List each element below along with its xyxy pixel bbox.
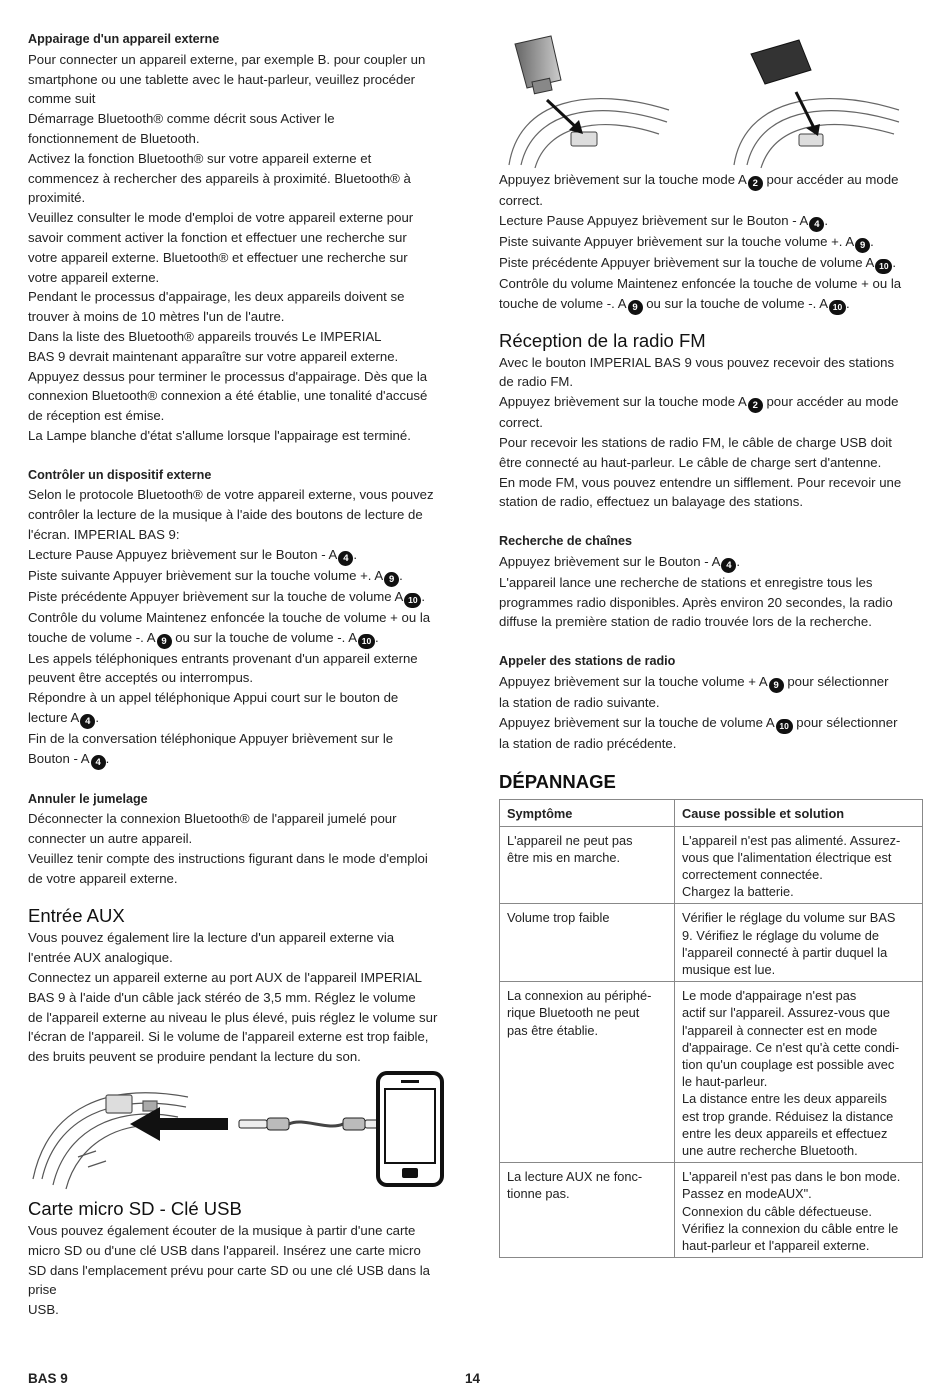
text-line: Piste précédente Appuyer brièvement sur la touche de volume A 10 .: [499, 253, 923, 274]
text-line: Appuyez dessus pour terminer le processus d'appairage. Dès que la: [28, 368, 428, 384]
text-line: Piste précédente Appuyer brièvement sur la touche de volume A 10 .: [28, 587, 453, 608]
button-ref-badge: 9: [769, 678, 784, 693]
button-ref-badge: 10: [358, 634, 375, 649]
cause-cell: L'appareil n'est pas alimenté. Assurez- vous que l'alimentation électrique est correctement connectée. Chargez la batterie.: [675, 826, 923, 904]
text-line: SD dans l'emplacement prévu pour carte SD ou une clé USB dans la prise: [28, 1262, 431, 1298]
text-line: Appuyez brièvement sur la touche volume + A 9 pour sélectionner: [499, 673, 889, 691]
symptom-cell: La connexion au périphé- rique Bluetooth ne peut pas être établie.: [500, 982, 675, 1163]
symptom-cell: La lecture AUX ne fonc- tionne pas.: [500, 1163, 675, 1258]
button-ref-badge: 9: [157, 634, 172, 649]
recall-heading: Appeler des stations de radio: [499, 653, 676, 668]
text-line: Pendant le processus d'appairage, les deux appareils doivent se: [28, 289, 405, 305]
text-line: fonctionnement de Bluetooth.: [28, 130, 200, 146]
sd-usb-heading: Carte micro SD - Clé USB: [28, 1198, 242, 1220]
text-line: station de radio, effectuez un balayage des stations.: [499, 494, 804, 510]
usb-sd-insert-illustration: [499, 30, 923, 170]
text-line: Démarrage Bluetooth® comme décrit sous Activer le: [28, 111, 335, 127]
button-ref-badge: 2: [748, 176, 763, 191]
text-line: Lecture Pause Appuyez brièvement sur le Bouton - A 4 .: [499, 212, 829, 230]
right-column: [499, 30, 923, 1258]
text-line: connexion Bluetooth® connexion a été établie, une tonalité d'accusé: [28, 388, 428, 404]
text-line: Bouton - A 4 .: [28, 750, 110, 768]
text-line: comme suit: [28, 91, 96, 107]
table-row: [500, 904, 923, 982]
column-header-symptom: Symptôme: [500, 800, 675, 826]
symptom-cell: Volume trop faible: [500, 904, 675, 982]
text-line: l'entrée AUX analogique.: [28, 950, 173, 966]
text-line: votre appareil externe.: [28, 269, 160, 285]
text-line: Les appels téléphoniques entrants provenant d'un appareil externe: [28, 650, 418, 666]
button-ref-badge: 4: [338, 551, 353, 566]
troubleshooting-table: [499, 799, 923, 1258]
text-line: contrôler la lecture de la musique à l'aide des boutons de lecture de: [28, 507, 423, 523]
text-line: Pour connecter un appareil externe, par exemple B. pour coupler un: [28, 51, 426, 67]
button-ref-badge: 10: [829, 300, 846, 315]
table-row: [500, 1163, 923, 1258]
text-line: Déconnecter la connexion Bluetooth® de l'appareil jumelé pour: [28, 811, 397, 827]
aux-illustration: [28, 1067, 453, 1193]
text-line: trouver à moins de 10 mètres l'un de l'autre.: [28, 309, 285, 325]
text-line: En mode FM, vous pouvez entendre un sifflement. Pour recevoir une: [499, 474, 902, 490]
text-line: peuvent être acceptés ou interrompus.: [28, 670, 254, 686]
text-line: Selon le protocole Bluetooth® de votre appareil externe, vous pouvez: [28, 487, 434, 503]
cancel-heading: Annuler le jumelage: [28, 791, 148, 806]
text-line: savoir comment activer la fonction et effectuer une recherche sur: [28, 229, 407, 245]
text-line: Pour recevoir les stations de radio FM, le câble de charge USB doit: [499, 434, 892, 450]
text-line: la station de radio précédente.: [499, 735, 677, 751]
footer-model: BAS 9: [28, 1371, 68, 1386]
text-line: commencez à rechercher des appareils à proximité. Bluetooth® à: [28, 170, 411, 186]
button-ref-badge: 9: [628, 300, 643, 315]
text-line: Activez la fonction Bluetooth® sur votre appareil externe et: [28, 150, 372, 166]
text-line: Appuyez brièvement sur la touche mode A 2 pour accéder au mode: [499, 394, 899, 412]
button-ref-badge: 4: [721, 558, 736, 573]
text-line: smartphone ou une tablette avec le haut-parleur, veuillez procéder: [28, 71, 416, 87]
text-line: Piste suivante Appuyer brièvement sur la touche volume +. A 9 .: [28, 567, 403, 585]
text-line: lecture A 4 .: [28, 709, 99, 727]
search-heading: Recherche de chaînes: [499, 533, 632, 548]
text-line: de l'appareil externe au niveau le plus élevé, puis réglez le volume sur: [28, 1009, 438, 1025]
text-line: La Lampe blanche d'état s'allume lorsque l'appairage est terminé.: [28, 427, 411, 443]
text-line: Veuillez tenir compte des instructions figurant dans le mode d'emploi: [28, 850, 428, 866]
text-line: Appuyez brièvement sur le Bouton - A 4 .: [499, 553, 741, 571]
text-line: BAS 9 devrait maintenant apparaître sur votre appareil externe.: [28, 348, 399, 364]
button-ref-badge: 2: [748, 398, 763, 413]
text-line: micro SD ou d'une clé USB dans l'appareil. Insérez une carte micro: [28, 1242, 421, 1258]
cause-cell: Le mode d'appairage n'est pas actif sur l'appareil. Assurez-vous que l'appareil à connecter est en mode d'appairage. Ce n'est qu'à cette condi- tion qu'un couplage est possible avec le haut-parleur. La distance entre les deux appareils est trop grande. Réduisez la distance entre les deux appareils et effectuez une autre recherche Bluetooth.: [675, 982, 923, 1163]
button-ref-badge: 9: [384, 572, 399, 587]
text-line: de votre appareil externe.: [28, 870, 178, 886]
text-line: l'écran de l'appareil. Si le volume de l'appareil externe est trop faible,: [28, 1029, 429, 1045]
text-line: Piste suivante Appuyer brièvement sur la touche volume +. A 9 .: [499, 233, 874, 251]
button-ref-badge: 4: [80, 714, 95, 729]
text-line: Connectez un appareil externe au port AUX de l'appareil IMPERIAL: [28, 970, 422, 986]
text-line: de radio FM.: [499, 374, 574, 390]
text-line: l'écran. IMPERIAL BAS 9:: [28, 526, 180, 542]
text-line: touche de volume -. A 9 ou sur la touche de volume -. A 10 .: [28, 629, 379, 647]
button-ref-badge: 10: [875, 259, 892, 274]
text-line: Appuyez brièvement sur la touche de volume A 10 pour sélectionner: [499, 713, 923, 734]
button-ref-badge: 4: [91, 755, 106, 770]
cause-cell: L'appareil n'est pas dans le bon mode. Passez en modeAUX". Connexion du câble défectueuse. Vérifiez la connexion du câble entre le haut-parleur et l'appareil externe.: [675, 1163, 923, 1258]
text-line: L'appareil lance une recherche de stations et enregistre tous les: [499, 574, 873, 590]
page-number: 14: [465, 1371, 481, 1386]
text-line: correct.: [499, 193, 543, 208]
table-header-row: [500, 800, 923, 826]
text-line: Vous pouvez également écouter de la musique à partir d'une carte: [28, 1223, 416, 1239]
button-ref-badge: 10: [404, 593, 421, 608]
text-line: la station de radio suivante.: [499, 694, 660, 710]
text-line: des bruits peuvent se produire pendant la lecture du son.: [28, 1049, 361, 1065]
text-line: connecter un autre appareil.: [28, 831, 193, 847]
cause-cell: Vérifier le réglage du volume sur BAS 9. Vérifiez le réglage du volume de l'appareil connecté à partir duquel la musique est lue.: [675, 904, 923, 982]
text-line: de réception est émise.: [28, 408, 165, 424]
text-line: proximité.: [28, 190, 86, 206]
text-line: être connecté au haut-parleur. Le câble de charge sert d'antenne.: [499, 454, 882, 470]
text-line: touche de volume -. A 9 ou sur la touche de volume -. A 10 .: [499, 295, 850, 313]
pairing-heading: Appairage d'un appareil externe: [28, 32, 220, 46]
button-ref-badge: 9: [855, 238, 870, 253]
text-line: Veuillez consulter le mode d'emploi de votre appareil externe pour: [28, 210, 414, 226]
column-header-cause: Cause possible et solution: [675, 800, 923, 826]
troubleshooting-heading: DÉPANNAGE: [499, 771, 616, 793]
text-line: Fin de la conversation téléphonique Appuyer brièvement sur le: [28, 730, 394, 746]
text-line: programmes radio disponibles. Après environ 20 secondes, la radio: [499, 594, 893, 610]
button-ref-badge: 10: [776, 719, 793, 734]
text-line: votre appareil externe. Bluetooth® et effectuer une recherche sur: [28, 249, 408, 265]
text-line: Appuyez brièvement sur la touche mode A 2 pour accéder au mode: [499, 172, 899, 189]
text-line: Contrôle du volume Maintenez enfoncée la touche de volume + ou la: [499, 275, 902, 291]
control-heading: Contrôler un dispositif externe: [28, 467, 212, 482]
table-row: [500, 826, 923, 904]
text-line: Répondre à un appel téléphonique Appui court sur le bouton de: [28, 690, 399, 706]
text-line: correct.: [499, 415, 543, 431]
text-line: Lecture Pause Appuyez brièvement sur le Bouton - A 4 .: [28, 546, 358, 564]
button-ref-badge: 4: [809, 217, 824, 232]
symptom-cell: L'appareil ne peut pas être mis en marche.: [500, 826, 675, 904]
pairing-body: [28, 50, 453, 446]
text-line: Vous pouvez également lire la lecture d'un appareil externe via: [28, 930, 395, 946]
left-column: [28, 30, 453, 1320]
text-line: USB.: [28, 1302, 59, 1318]
fm-heading: Réception de la radio FM: [499, 329, 706, 351]
text-line: Contrôle du volume Maintenez enfoncée la touche de volume + ou la: [28, 609, 431, 625]
text-line: BAS 9 à l'aide d'un câble jack stéréo de 3,5 mm. Réglez le volume: [28, 989, 416, 1005]
table-row: [500, 982, 923, 1163]
aux-heading: Entrée AUX: [28, 905, 125, 927]
text-line: Dans la liste des Bluetooth® appareils trouvés Le IMPERIAL: [28, 328, 382, 344]
text-line: diffuse la première station de radio trouvée lors de la recherche.: [499, 614, 872, 630]
text-line: Avec le bouton IMPERIAL BAS 9 vous pouvez recevoir des stations: [499, 354, 895, 370]
